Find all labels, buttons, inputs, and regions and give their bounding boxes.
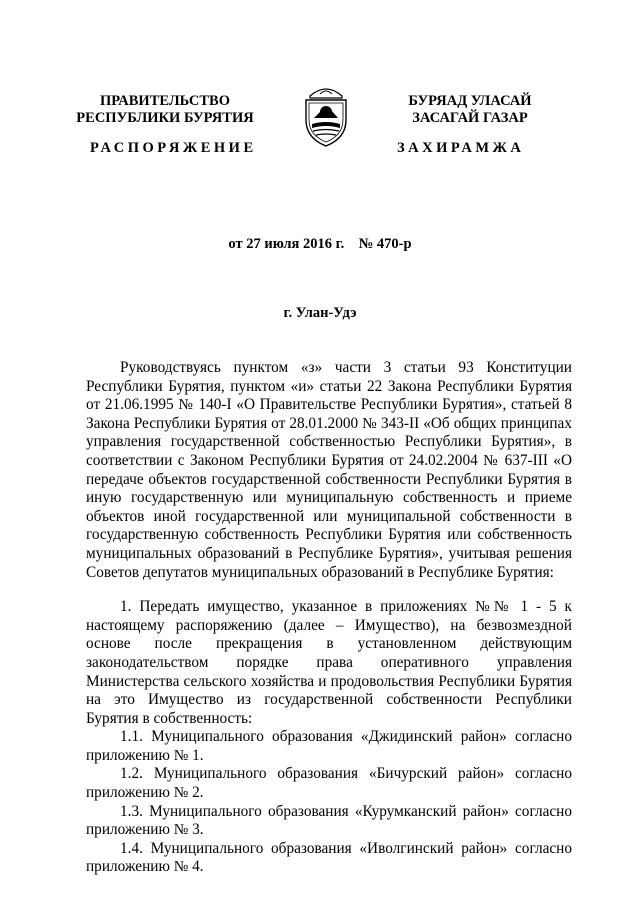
document-type-buryat: ЗАХИРАМЖА	[397, 140, 525, 156]
item-1-paragraph: 1. Передать имущество, указанное в приложениях №№ 1 - 5 к настоящему распоряжению (далее – Имущество), на безвозмездной основе после прекращения в установленном действующим законодательством порядке права оперативного управления Министерства сельского хозяйства и продовольствия Республики Бурятия на это Имущество из государственной собственности Республики Бурятия в собственность:	[86, 598, 572, 727]
document-body	[86, 359, 572, 877]
item-1-2-paragraph: 1.2. Муниципального образования «Бичурский район» согласно приложению № 2.	[86, 765, 572, 802]
date-and-number: от 27 июля 2016 г. № 470-р	[228, 236, 412, 252]
government-name-russian	[60, 93, 270, 127]
paragraph-gap	[86, 582, 572, 598]
preamble-paragraph: Руководствуясь пунктом «з» части 3 статьи 93 Конституции Республики Бурятия, пунктом «и» статьи 22 Закона Республики Бурятия от 21.06.1995 № 140-I «О Правительстве Республики Бурятия», статьей 8 Закона Республики Бурятия от 28.01.2000 № 343-II «Об общих принципах управления государственной собственностью Республики Бурятия», в соответствии с Законом Республики Бурятия от 24.02.2004 № 637-III «О передаче объектов государственной собственности Республики Бурятия в иную государственную или муниципальную собственность и приеме объектов иной государственной или муниципальной собственности в государственную собственность Республики Бурятия или собственность муниципальных образований в Республике Бурятия», учитывая решения Советов депутатов муниципальных образований в Республике Бурятия:	[86, 359, 572, 581]
header-left-line-1: ПРАВИТЕЛЬСТВО	[100, 93, 230, 109]
header-left-line-2: РЕСПУБЛИКИ БУРЯТИЯ	[76, 110, 254, 126]
government-name-buryat	[375, 93, 565, 127]
city: г. Улан-Удэ	[283, 305, 357, 321]
header-right-line-1: БУРЯАД УЛАСАЙ	[408, 93, 532, 109]
item-1-3-paragraph: 1.3. Муниципального образования «Курумканский район» согласно приложению № 3.	[86, 802, 572, 839]
coat-of-arms-icon	[300, 84, 352, 150]
item-1-1-paragraph: 1.1. Муниципального образования «Джидинский район» согласно приложению № 1.	[86, 728, 572, 764]
document-type-russian: РАСПОРЯЖЕНИЕ	[90, 140, 257, 156]
header-right-line-2: ЗАСАГАЙ ГАЗАР	[412, 110, 528, 126]
item-1-4-paragraph: 1.4. Муниципального образования «Иволгинский район» согласно приложению № 4.	[86, 839, 572, 876]
